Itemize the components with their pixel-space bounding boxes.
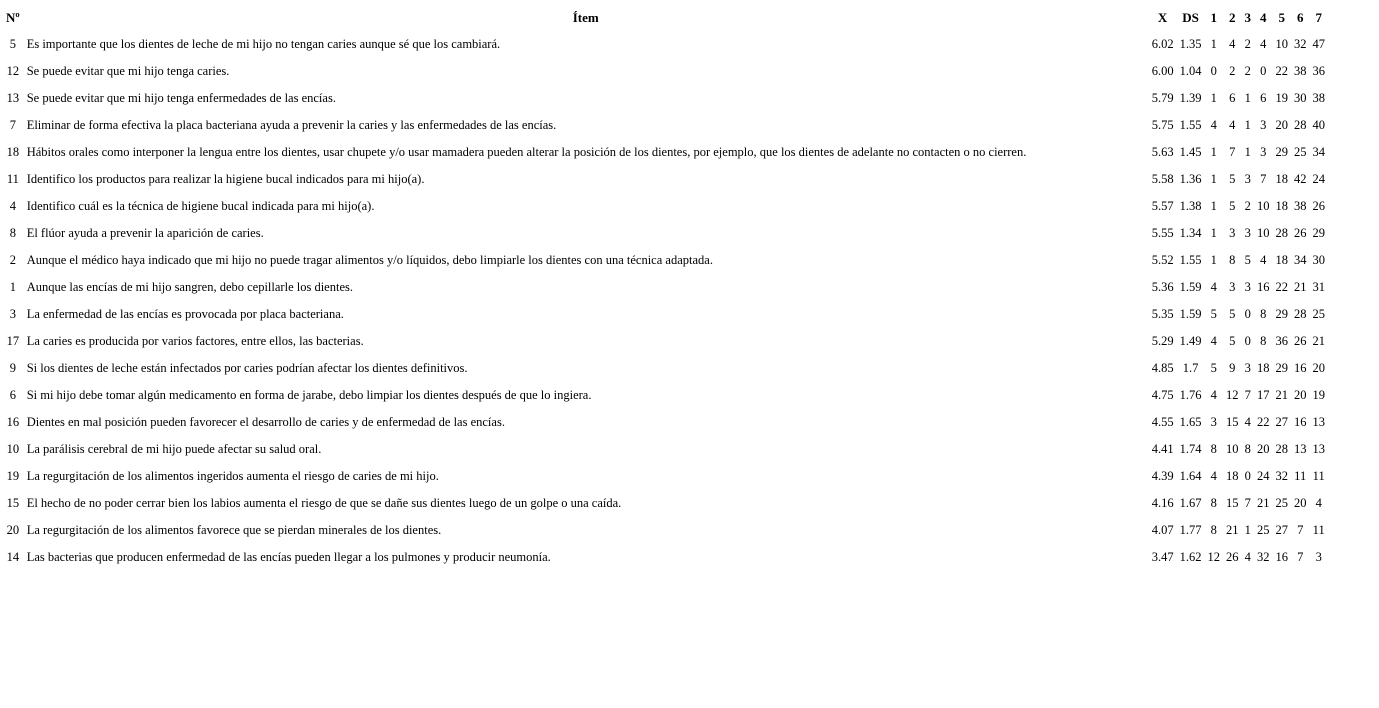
cell-score-1: 4 xyxy=(1210,118,1217,132)
cell-score-6: 7 xyxy=(1297,550,1304,564)
cell-score-1: 1 xyxy=(1210,172,1217,186)
table-row xyxy=(3,112,1328,139)
table-row xyxy=(3,328,1328,355)
table-row xyxy=(3,301,1328,328)
cell-score-5: 27 xyxy=(1275,523,1288,537)
cell-std-dev: 1.39 xyxy=(1179,91,1202,105)
table-body xyxy=(3,31,1328,571)
table-header-row xyxy=(3,4,1328,31)
cell-score-7: 31 xyxy=(1312,280,1325,294)
header-score-7: 7 xyxy=(1315,10,1322,25)
cell-std-dev: 1.77 xyxy=(1179,523,1202,537)
cell-score-2: 8 xyxy=(1229,253,1236,267)
cell-score-7: 20 xyxy=(1312,361,1325,375)
cell-score-4: 3 xyxy=(1260,145,1267,159)
cell-score-1: 4 xyxy=(1210,280,1217,294)
cell-score-6: 30 xyxy=(1293,91,1307,105)
cell-score-7: 38 xyxy=(1312,91,1325,105)
cell-number: 11 xyxy=(6,172,19,186)
cell-number: 2 xyxy=(9,253,16,267)
cell-score-5: 18 xyxy=(1275,253,1288,267)
table-row xyxy=(3,490,1328,517)
cell-score-2: 12 xyxy=(1225,388,1239,402)
cell-score-2: 3 xyxy=(1229,280,1236,294)
cell-score-7: 29 xyxy=(1312,226,1325,240)
cell-score-6: 7 xyxy=(1297,523,1304,537)
cell-score-6: 20 xyxy=(1293,496,1307,510)
cell-score-5: 29 xyxy=(1275,361,1288,375)
cell-score-2: 15 xyxy=(1225,415,1239,429)
cell-score-5: 32 xyxy=(1275,469,1288,483)
cell-item: Se puede evitar que mi hijo tenga enfermedades de las encías. xyxy=(26,91,336,105)
cell-score-2: 6 xyxy=(1229,91,1236,105)
cell-std-dev: 1.04 xyxy=(1179,64,1202,78)
cell-number: 16 xyxy=(6,415,20,429)
cell-score-6: 13 xyxy=(1293,442,1307,456)
cell-number: 5 xyxy=(9,37,16,51)
cell-score-5: 28 xyxy=(1275,226,1288,240)
cell-mean: 6.00 xyxy=(1151,64,1174,78)
cell-score-4: 10 xyxy=(1256,226,1270,240)
cell-score-7: 36 xyxy=(1312,64,1325,78)
cell-number: 7 xyxy=(9,118,16,132)
cell-score-5: 21 xyxy=(1275,388,1288,402)
table-row xyxy=(3,544,1328,571)
cell-score-3: 7 xyxy=(1244,496,1251,510)
table-row xyxy=(3,193,1328,220)
cell-score-3: 8 xyxy=(1244,442,1251,456)
cell-item: Eliminar de forma efectiva la placa bacteriana ayuda a prevenir la caries y las enfermedades de las encías. xyxy=(26,118,557,132)
cell-score-7: 47 xyxy=(1312,37,1325,51)
cell-score-7: 13 xyxy=(1312,442,1325,456)
cell-score-4: 17 xyxy=(1256,388,1270,402)
cell-item: Identifico los productos para realizar la higiene bucal indicados para mi hijo(a). xyxy=(26,172,425,186)
cell-mean: 5.55 xyxy=(1151,226,1174,240)
table-row xyxy=(3,409,1328,436)
cell-std-dev: 1.34 xyxy=(1179,226,1202,240)
cell-score-5: 29 xyxy=(1275,307,1288,321)
table-row xyxy=(3,247,1328,274)
cell-score-5: 18 xyxy=(1275,199,1288,213)
cell-score-7: 30 xyxy=(1312,253,1325,267)
cell-std-dev: 1.74 xyxy=(1179,442,1202,456)
cell-std-dev: 1.64 xyxy=(1179,469,1202,483)
table-row xyxy=(3,139,1328,166)
cell-score-1: 1 xyxy=(1210,91,1217,105)
cell-score-1: 1 xyxy=(1210,253,1217,267)
cell-score-1: 8 xyxy=(1210,523,1217,537)
cell-std-dev: 1.7 xyxy=(1182,361,1199,375)
cell-score-2: 5 xyxy=(1229,172,1236,186)
cell-score-6: 16 xyxy=(1293,361,1307,375)
cell-score-2: 5 xyxy=(1229,199,1236,213)
cell-score-3: 0 xyxy=(1244,469,1251,483)
cell-item: La regurgitación de los alimentos favorece que se pierdan minerales de los dientes. xyxy=(26,523,442,537)
cell-mean: 4.39 xyxy=(1151,469,1174,483)
table-row xyxy=(3,355,1328,382)
cell-score-7: 11 xyxy=(1312,469,1325,483)
cell-std-dev: 1.59 xyxy=(1179,280,1202,294)
cell-score-6: 42 xyxy=(1293,172,1307,186)
cell-mean: 4.55 xyxy=(1151,415,1174,429)
cell-score-2: 18 xyxy=(1225,469,1239,483)
cell-score-1: 4 xyxy=(1210,469,1217,483)
cell-score-2: 5 xyxy=(1229,307,1236,321)
table-row xyxy=(3,463,1328,490)
cell-score-6: 26 xyxy=(1293,334,1307,348)
cell-score-1: 1 xyxy=(1210,199,1217,213)
cell-score-3: 3 xyxy=(1244,226,1251,240)
cell-score-3: 4 xyxy=(1244,415,1251,429)
cell-number: 8 xyxy=(9,226,16,240)
cell-mean: 4.07 xyxy=(1151,523,1174,537)
cell-score-7: 11 xyxy=(1312,523,1325,537)
table-row xyxy=(3,85,1328,112)
cell-score-3: 7 xyxy=(1244,388,1251,402)
cell-score-4: 16 xyxy=(1256,280,1270,294)
cell-number: 6 xyxy=(9,388,16,402)
cell-score-3: 2 xyxy=(1244,37,1251,51)
cell-number: 10 xyxy=(6,442,20,456)
cell-mean: 4.16 xyxy=(1151,496,1174,510)
cell-number: 9 xyxy=(9,361,16,375)
cell-number: 19 xyxy=(6,469,20,483)
cell-score-2: 26 xyxy=(1225,550,1239,564)
cell-score-2: 21 xyxy=(1225,523,1239,537)
cell-score-1: 4 xyxy=(1210,388,1217,402)
cell-score-2: 2 xyxy=(1229,64,1236,78)
cell-score-3: 4 xyxy=(1244,550,1251,564)
cell-score-2: 7 xyxy=(1229,145,1236,159)
cell-item: La parálisis cerebral de mi hijo puede afectar su salud oral. xyxy=(26,442,322,456)
cell-score-3: 3 xyxy=(1244,361,1251,375)
cell-score-4: 8 xyxy=(1260,334,1267,348)
cell-score-3: 0 xyxy=(1244,307,1251,321)
cell-score-6: 16 xyxy=(1293,415,1307,429)
cell-score-4: 4 xyxy=(1260,253,1267,267)
cell-score-4: 20 xyxy=(1256,442,1270,456)
cell-score-3: 0 xyxy=(1244,334,1251,348)
cell-std-dev: 1.45 xyxy=(1179,145,1202,159)
cell-std-dev: 1.62 xyxy=(1179,550,1202,564)
cell-score-6: 28 xyxy=(1293,118,1307,132)
cell-score-5: 19 xyxy=(1275,91,1288,105)
cell-score-1: 1 xyxy=(1210,37,1217,51)
cell-number: 3 xyxy=(9,307,16,321)
cell-score-4: 6 xyxy=(1260,91,1267,105)
cell-score-7: 4 xyxy=(1315,496,1322,510)
cell-item: Aunque el médico haya indicado que mi hijo no puede tragar alimentos y/o líquidos, debo limpiarle los dientes con una técnica adaptada. xyxy=(26,253,713,267)
header-std-dev: DS xyxy=(1182,10,1199,25)
cell-score-3: 1 xyxy=(1244,523,1251,537)
cell-score-3: 1 xyxy=(1244,118,1251,132)
cell-score-1: 4 xyxy=(1210,334,1217,348)
cell-mean: 5.29 xyxy=(1151,334,1174,348)
cell-score-4: 7 xyxy=(1260,172,1267,186)
cell-std-dev: 1.35 xyxy=(1179,37,1202,51)
cell-mean: 4.41 xyxy=(1151,442,1174,456)
cell-std-dev: 1.38 xyxy=(1179,199,1202,213)
cell-mean: 5.75 xyxy=(1151,118,1174,132)
cell-score-2: 5 xyxy=(1229,334,1236,348)
cell-number: 13 xyxy=(6,91,20,105)
cell-score-7: 34 xyxy=(1312,145,1325,159)
cell-number: 15 xyxy=(6,496,20,510)
cell-score-6: 34 xyxy=(1293,253,1307,267)
cell-score-6: 32 xyxy=(1293,37,1307,51)
cell-item: El hecho de no poder cerrar bien los labios aumenta el riesgo de que se dañe sus dientes luego de un golpe o una caída. xyxy=(26,496,622,510)
cell-mean: 5.58 xyxy=(1151,172,1174,186)
cell-score-7: 3 xyxy=(1315,550,1322,564)
cell-score-3: 1 xyxy=(1244,91,1251,105)
cell-score-7: 19 xyxy=(1312,388,1325,402)
cell-mean: 3.47 xyxy=(1151,550,1174,564)
header-score-1: 1 xyxy=(1210,10,1217,25)
cell-item: Identifico cuál es la técnica de higiene bucal indicada para mi hijo(a). xyxy=(26,199,375,213)
cell-number: 4 xyxy=(9,199,16,213)
cell-score-5: 22 xyxy=(1275,64,1288,78)
cell-mean: 5.52 xyxy=(1151,253,1174,267)
cell-item: Hábitos orales como interponer la lengua entre los dientes, usar chupete y/o usar mamadera pueden alterar la posición de los dientes, por ejemplo, que los dientes de adelante no contacten o no cierren. xyxy=(26,145,1027,159)
header-score-2: 2 xyxy=(1228,10,1236,25)
cell-score-1: 12 xyxy=(1207,550,1220,564)
cell-score-2: 4 xyxy=(1229,118,1236,132)
cell-mean: 5.79 xyxy=(1151,91,1174,105)
cell-item: Dientes en mal posición pueden favorecer el desarrollo de caries y de enfermedad de las encías. xyxy=(26,415,505,429)
cell-score-1: 5 xyxy=(1210,361,1217,375)
cell-score-4: 4 xyxy=(1260,37,1267,51)
cell-score-1: 3 xyxy=(1210,415,1217,429)
cell-score-1: 1 xyxy=(1210,226,1217,240)
cell-score-4: 18 xyxy=(1256,361,1270,375)
cell-number: 17 xyxy=(6,334,20,348)
table-row xyxy=(3,58,1328,85)
header-score-4: 4 xyxy=(1259,10,1267,25)
cell-score-5: 10 xyxy=(1275,37,1288,51)
header-score-6: 6 xyxy=(1296,10,1304,25)
cell-score-3: 2 xyxy=(1244,64,1251,78)
cell-score-2: 15 xyxy=(1225,496,1239,510)
cell-score-2: 3 xyxy=(1229,226,1236,240)
cell-mean: 5.35 xyxy=(1151,307,1174,321)
cell-item: Se puede evitar que mi hijo tenga caries. xyxy=(26,64,230,78)
table-row xyxy=(3,220,1328,247)
survey-results-table xyxy=(3,4,1328,571)
cell-score-5: 29 xyxy=(1275,145,1288,159)
table-row xyxy=(3,274,1328,301)
cell-item: Aunque las encías de mi hijo sangren, debo cepillarle los dientes. xyxy=(26,280,353,294)
cell-std-dev: 1.76 xyxy=(1179,388,1202,402)
table-row xyxy=(3,382,1328,409)
cell-mean: 5.36 xyxy=(1151,280,1174,294)
cell-item: Es importante que los dientes de leche de mi hijo no tengan caries aunque sé que los cambiará. xyxy=(26,37,501,51)
cell-score-6: 25 xyxy=(1293,145,1307,159)
cell-mean: 4.75 xyxy=(1151,388,1174,402)
cell-score-3: 3 xyxy=(1244,172,1251,186)
header-score-5: 5 xyxy=(1278,10,1285,25)
header-number: Nº xyxy=(6,10,20,25)
table-row xyxy=(3,166,1328,193)
cell-score-7: 13 xyxy=(1312,415,1325,429)
cell-score-4: 8 xyxy=(1260,307,1267,321)
header-item: Ítem xyxy=(572,10,599,25)
cell-score-1: 1 xyxy=(1210,145,1217,159)
cell-mean: 4.85 xyxy=(1151,361,1174,375)
cell-score-2: 9 xyxy=(1229,361,1236,375)
cell-score-6: 20 xyxy=(1293,388,1307,402)
cell-score-4: 25 xyxy=(1256,523,1270,537)
cell-score-5: 36 xyxy=(1275,334,1288,348)
cell-std-dev: 1.55 xyxy=(1179,253,1202,267)
cell-item: La regurgitación de los alimentos ingeridos aumenta el riesgo de caries de mi hijo. xyxy=(26,469,439,483)
cell-item: La enfermedad de las encías es provocada por placa bacteriana. xyxy=(26,307,344,321)
cell-score-3: 2 xyxy=(1244,199,1251,213)
cell-score-4: 32 xyxy=(1256,550,1270,564)
cell-score-1: 8 xyxy=(1210,442,1217,456)
cell-score-5: 28 xyxy=(1275,442,1288,456)
cell-score-3: 3 xyxy=(1244,280,1251,294)
cell-score-3: 1 xyxy=(1244,145,1251,159)
cell-number: 12 xyxy=(6,64,20,78)
cell-score-5: 18 xyxy=(1275,172,1288,186)
cell-score-6: 38 xyxy=(1293,199,1307,213)
cell-std-dev: 1.59 xyxy=(1179,307,1202,321)
table-row xyxy=(3,517,1328,544)
cell-item: Si mi hijo debe tomar algún medicamento en forma de jarabe, debo limpiar los dientes después de que lo ingiera. xyxy=(26,388,592,402)
cell-score-4: 21 xyxy=(1256,496,1270,510)
header-score-3: 3 xyxy=(1244,10,1251,25)
cell-mean: 5.57 xyxy=(1151,199,1174,213)
cell-score-1: 8 xyxy=(1210,496,1217,510)
cell-item: Si los dientes de leche están infectados por caries podrían afectar los dientes definitivos. xyxy=(26,361,468,375)
cell-score-7: 40 xyxy=(1312,118,1325,132)
cell-score-4: 24 xyxy=(1256,469,1270,483)
cell-item: La caries es producida por varios factores, entre ellos, las bacterias. xyxy=(26,334,364,348)
cell-score-1: 5 xyxy=(1210,307,1217,321)
cell-score-2: 4 xyxy=(1229,37,1236,51)
cell-score-5: 20 xyxy=(1275,118,1288,132)
cell-number: 14 xyxy=(6,550,20,564)
cell-score-4: 3 xyxy=(1260,118,1267,132)
cell-score-5: 27 xyxy=(1275,415,1288,429)
cell-score-7: 26 xyxy=(1312,199,1325,213)
cell-score-6: 21 xyxy=(1293,280,1307,294)
cell-score-5: 22 xyxy=(1275,280,1288,294)
cell-std-dev: 1.36 xyxy=(1179,172,1202,186)
cell-score-4: 0 xyxy=(1260,64,1267,78)
cell-mean: 6.02 xyxy=(1151,37,1174,51)
table-row xyxy=(3,436,1328,463)
cell-item: El flúor ayuda a prevenir la aparición de caries. xyxy=(26,226,264,240)
table-row xyxy=(3,31,1328,58)
cell-item: Las bacterias que producen enfermedad de las encías pueden llegar a los pulmones y producir neumonía. xyxy=(26,550,551,564)
cell-std-dev: 1.49 xyxy=(1179,334,1202,348)
cell-score-5: 16 xyxy=(1275,550,1288,564)
cell-score-6: 11 xyxy=(1294,469,1307,483)
cell-number: 20 xyxy=(6,523,20,537)
cell-std-dev: 1.65 xyxy=(1179,415,1202,429)
cell-mean: 5.63 xyxy=(1151,145,1174,159)
cell-score-2: 10 xyxy=(1225,442,1239,456)
cell-score-6: 28 xyxy=(1293,307,1307,321)
cell-score-6: 38 xyxy=(1293,64,1307,78)
cell-number: 18 xyxy=(6,145,20,159)
cell-score-5: 25 xyxy=(1275,496,1288,510)
cell-score-7: 21 xyxy=(1312,334,1325,348)
cell-score-7: 24 xyxy=(1312,172,1325,186)
cell-number: 1 xyxy=(9,280,16,294)
cell-score-4: 10 xyxy=(1256,199,1270,213)
cell-score-7: 25 xyxy=(1312,307,1325,321)
cell-std-dev: 1.55 xyxy=(1179,118,1202,132)
cell-score-3: 5 xyxy=(1244,253,1251,267)
cell-score-6: 26 xyxy=(1293,226,1307,240)
cell-score-4: 22 xyxy=(1256,415,1270,429)
cell-score-1: 0 xyxy=(1210,64,1217,78)
header-mean: X xyxy=(1157,10,1168,25)
cell-std-dev: 1.67 xyxy=(1179,496,1202,510)
